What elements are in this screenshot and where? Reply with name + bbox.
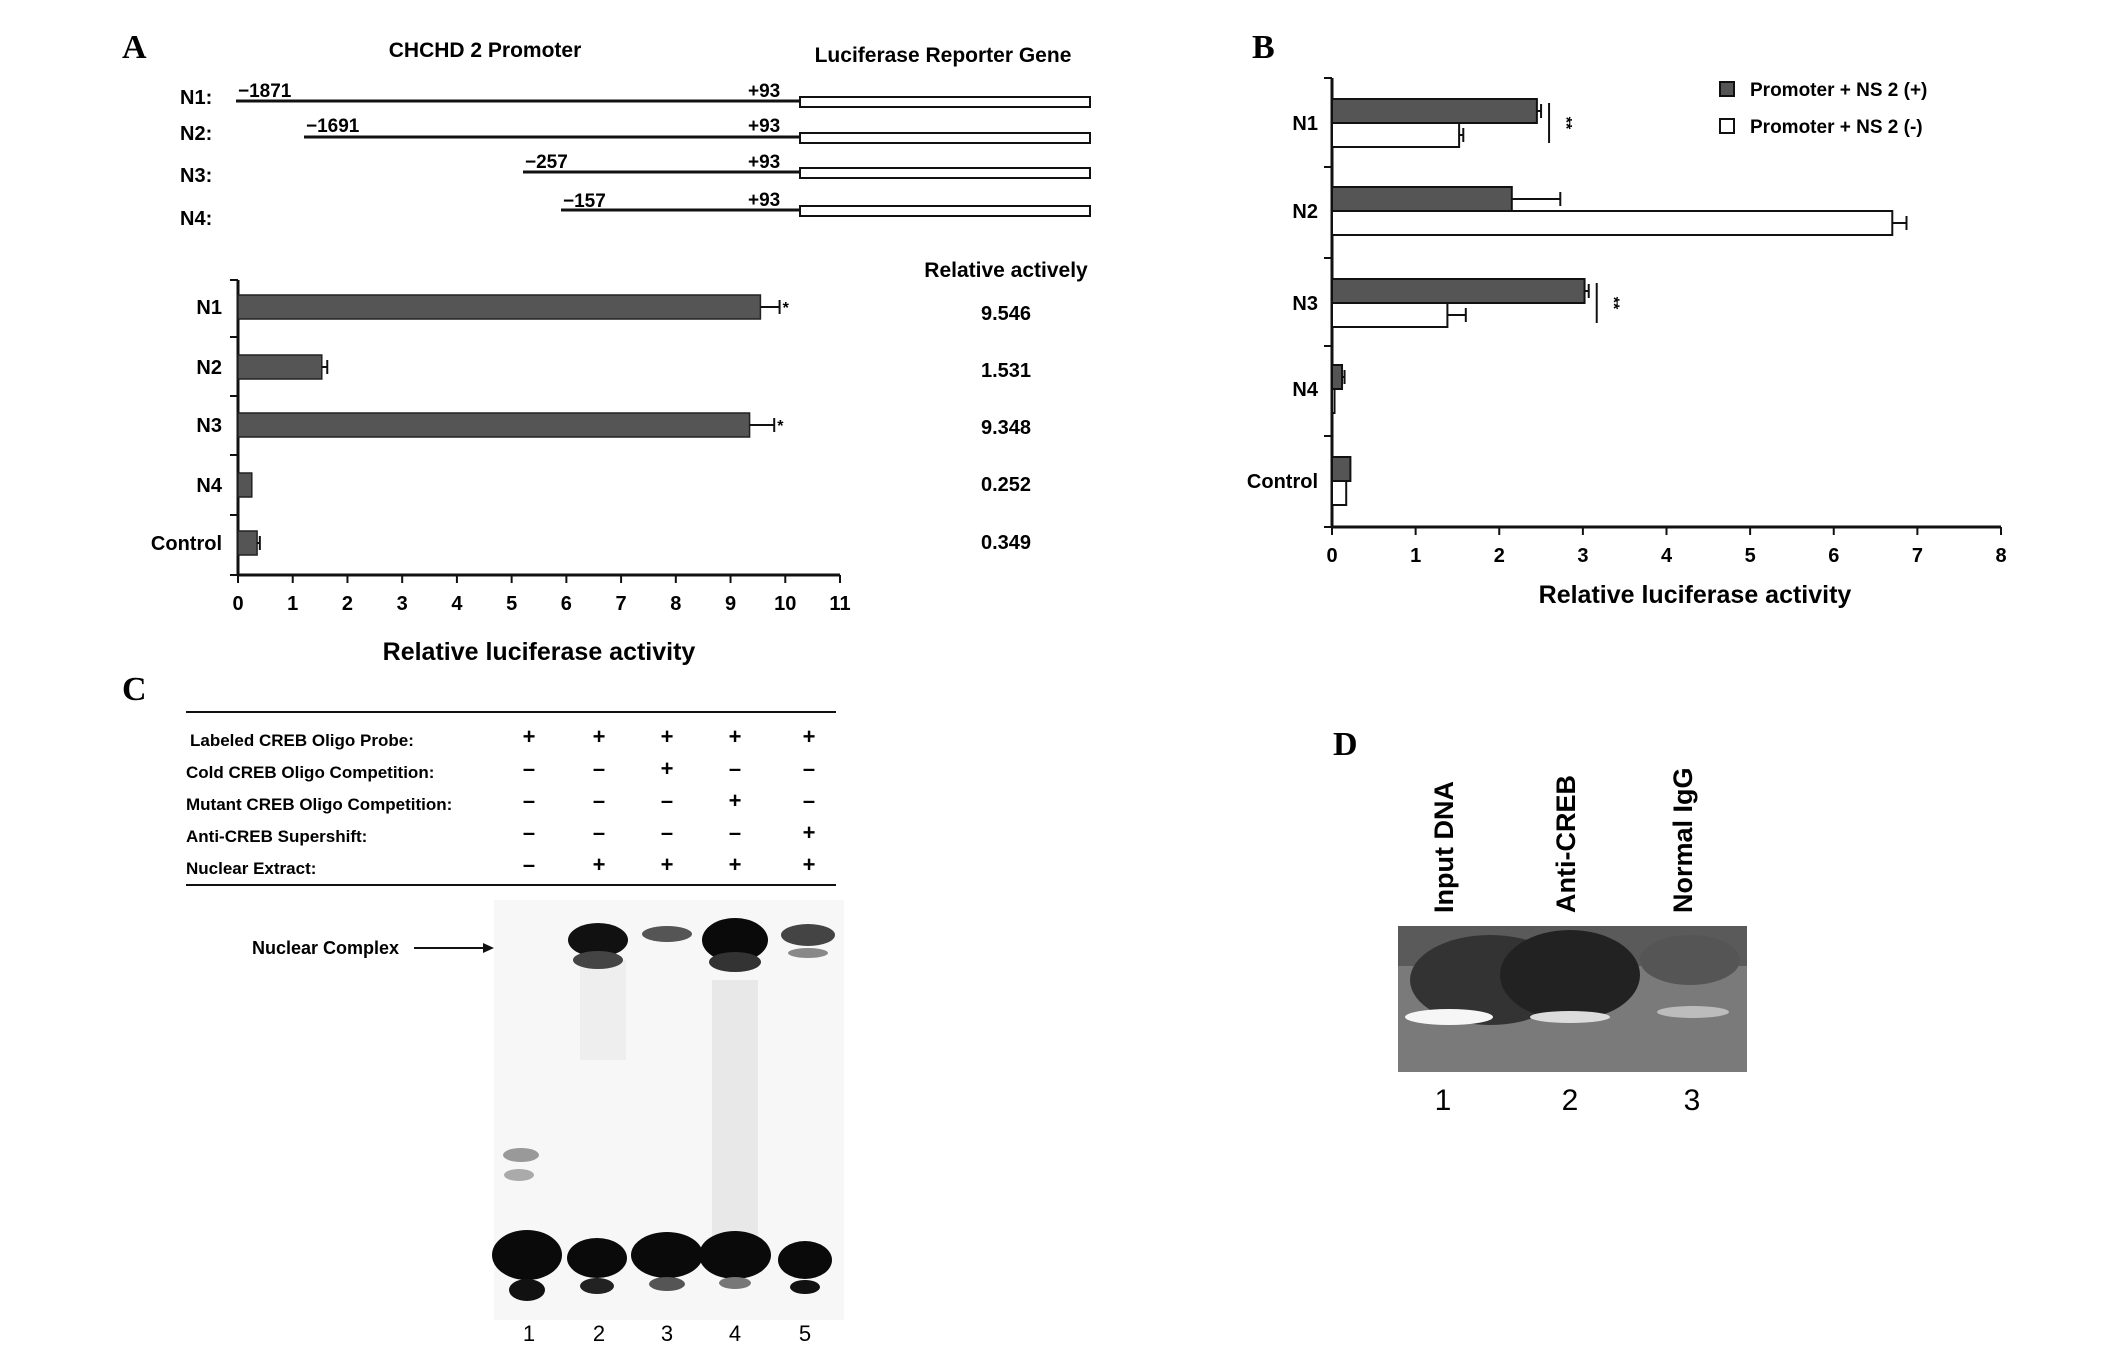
condition-label: Labeled CREB Oligo Probe: xyxy=(190,731,414,750)
chip-gel-image xyxy=(1398,926,1747,1072)
x-tick-label: 4 xyxy=(1660,545,1673,567)
category-label: N1 xyxy=(196,297,222,319)
chip-lane-number: 3 xyxy=(1683,1084,1701,1117)
bar xyxy=(1332,389,1335,413)
significance-marker: * xyxy=(777,418,784,435)
condition-mark: – xyxy=(592,820,606,845)
significance-marker: * xyxy=(782,300,789,317)
relative-value: 0.349 xyxy=(980,532,1032,554)
condition-mark: + xyxy=(728,788,742,813)
bar xyxy=(1332,457,1350,481)
legend-label: Promoter + NS 2 (-) xyxy=(1750,117,1923,138)
category-label: N4 xyxy=(196,475,222,497)
condition-mark: – xyxy=(660,820,674,845)
category-label: N2 xyxy=(196,357,222,379)
construct-end: +93 xyxy=(748,152,781,173)
legend-swatch xyxy=(1720,119,1734,133)
category-label: Control xyxy=(1246,471,1318,493)
bar xyxy=(238,413,750,437)
panel-label-a: A xyxy=(122,29,147,66)
condition-label: Mutant CREB Oligo Competition: xyxy=(186,795,453,814)
condition-mark: – xyxy=(660,788,674,813)
x-tick-label: 6 xyxy=(560,593,572,615)
category-label: N3 xyxy=(196,415,222,437)
construct-start: −1691 xyxy=(306,116,360,137)
condition-label: Cold CREB Oligo Competition: xyxy=(186,763,435,782)
x-tick-label: 5 xyxy=(1744,545,1756,567)
condition-mark: + xyxy=(802,724,816,749)
condition-mark: – xyxy=(728,820,742,845)
x-tick-label: 3 xyxy=(396,593,408,615)
condition-mark: – xyxy=(592,756,606,781)
bar xyxy=(1332,481,1346,505)
significance-marker: ** xyxy=(1557,116,1575,130)
x-tick-label: 2 xyxy=(341,593,354,615)
promoter-title: CHCHD 2 Promoter xyxy=(388,39,582,62)
gel-lane-number: 1 xyxy=(522,1321,536,1346)
x-tick-label: 0 xyxy=(232,593,244,615)
x-tick-label: 2 xyxy=(1493,545,1505,567)
condition-mark: – xyxy=(522,820,536,845)
relative-activity-header: Relative actively xyxy=(924,259,1088,282)
condition-label: Nuclear Extract: xyxy=(186,859,317,878)
gel-lane-number: 2 xyxy=(592,1321,606,1346)
x-tick-label: 5 xyxy=(506,593,518,615)
bar xyxy=(1332,123,1459,147)
chart-b xyxy=(1247,78,2007,609)
bar xyxy=(1332,303,1447,327)
bar xyxy=(1332,365,1342,389)
condition-mark: + xyxy=(660,852,674,877)
x-tick-label: 11 xyxy=(829,593,851,615)
panel-label-c: C xyxy=(122,671,147,708)
reporter-box xyxy=(800,133,1090,143)
construct-end: +93 xyxy=(748,116,781,137)
condition-mark: + xyxy=(522,724,536,749)
panel-a xyxy=(122,29,1090,666)
panel-c xyxy=(122,671,844,1346)
x-tick-label: 10 xyxy=(774,593,797,615)
construct-label: N3: xyxy=(180,165,213,187)
chip-lane-number: 2 xyxy=(1561,1084,1579,1117)
condition-mark: – xyxy=(728,756,742,781)
construct-start: −157 xyxy=(563,191,606,212)
condition-mark: + xyxy=(802,852,816,877)
construct-start: −257 xyxy=(525,152,568,173)
nuclear-complex-label: Nuclear Complex xyxy=(252,938,400,958)
chip-lane-label: Normal IgG xyxy=(1668,767,1698,913)
reporter-title: Luciferase Reporter Gene xyxy=(814,44,1072,67)
nuclear-complex-arrowhead xyxy=(483,943,494,953)
x-tick-label: 1 xyxy=(287,593,299,615)
emsa-condition-table xyxy=(186,724,815,878)
bar xyxy=(1332,187,1512,211)
condition-mark: + xyxy=(660,724,674,749)
bar xyxy=(238,531,257,555)
construct-label: N2: xyxy=(180,123,213,145)
construct-start: −1871 xyxy=(238,81,292,102)
gel-lane-number: 4 xyxy=(728,1321,742,1346)
x-tick-label: 7 xyxy=(615,593,627,615)
bar xyxy=(1332,279,1585,303)
reporter-box xyxy=(800,168,1090,178)
x-axis-title: Relative luciferase activity xyxy=(1538,581,1852,609)
construct-label: N4: xyxy=(180,208,213,230)
chip-lane-label: Anti-CREB xyxy=(1551,775,1581,913)
condition-mark: – xyxy=(522,852,536,877)
condition-label: Anti-CREB Supershift: xyxy=(186,827,368,846)
condition-mark: – xyxy=(592,788,606,813)
relative-value: 9.348 xyxy=(980,417,1032,439)
emsa-gel-image xyxy=(492,900,844,1320)
legend-label: Promoter + NS 2 (+) xyxy=(1750,80,1928,101)
category-label: Control xyxy=(150,533,222,555)
category-label: N2 xyxy=(1292,201,1318,223)
gel-lane-number: 5 xyxy=(798,1321,812,1346)
bar xyxy=(1332,211,1892,235)
condition-mark: + xyxy=(592,724,606,749)
condition-mark: – xyxy=(522,788,536,813)
bar xyxy=(238,355,322,379)
condition-mark: – xyxy=(802,788,816,813)
x-tick-label: 8 xyxy=(670,593,682,615)
x-tick-label: 8 xyxy=(1995,545,2007,567)
bar xyxy=(238,295,760,319)
condition-mark: + xyxy=(802,820,816,845)
condition-mark: – xyxy=(522,756,536,781)
category-label: N3 xyxy=(1292,293,1318,315)
panel-d xyxy=(1333,726,1747,1117)
significance-marker: ** xyxy=(1604,296,1622,310)
reporter-box xyxy=(800,206,1090,216)
x-tick-label: 3 xyxy=(1577,545,1589,567)
gel-lane-number: 3 xyxy=(660,1321,674,1346)
legend-swatch xyxy=(1720,82,1734,96)
condition-mark: + xyxy=(592,852,606,877)
chip-lane-label: Input DNA xyxy=(1429,781,1459,913)
x-tick-label: 1 xyxy=(1410,545,1422,567)
relative-value: 9.546 xyxy=(980,303,1032,325)
construct-label: N1: xyxy=(180,87,213,109)
x-tick-label: 0 xyxy=(1326,545,1338,567)
x-tick-label: 7 xyxy=(1911,545,1923,567)
condition-mark: + xyxy=(660,756,674,781)
x-tick-label: 6 xyxy=(1828,545,1840,567)
category-label: N1 xyxy=(1292,113,1318,135)
panel-b xyxy=(1247,29,2007,609)
category-label: N4 xyxy=(1292,379,1318,401)
condition-mark: – xyxy=(802,756,816,781)
chip-lane-number: 1 xyxy=(1434,1084,1452,1117)
chart-a xyxy=(151,280,851,666)
panel-label-b: B xyxy=(1252,29,1275,66)
construct-end: +93 xyxy=(748,190,781,211)
relative-value: 1.531 xyxy=(980,360,1032,382)
relative-value: 0.252 xyxy=(980,474,1032,496)
bar xyxy=(1332,99,1537,123)
bar xyxy=(238,473,252,497)
x-tick-label: 4 xyxy=(451,593,463,615)
x-tick-label: 9 xyxy=(724,593,737,615)
construct-map xyxy=(180,81,1090,230)
construct-end: +93 xyxy=(748,81,781,102)
panel-label-d: D xyxy=(1333,726,1358,763)
condition-mark: + xyxy=(728,724,742,749)
x-axis-title: Relative luciferase activity xyxy=(382,638,696,666)
reporter-box xyxy=(800,97,1090,107)
condition-mark: + xyxy=(728,852,742,877)
